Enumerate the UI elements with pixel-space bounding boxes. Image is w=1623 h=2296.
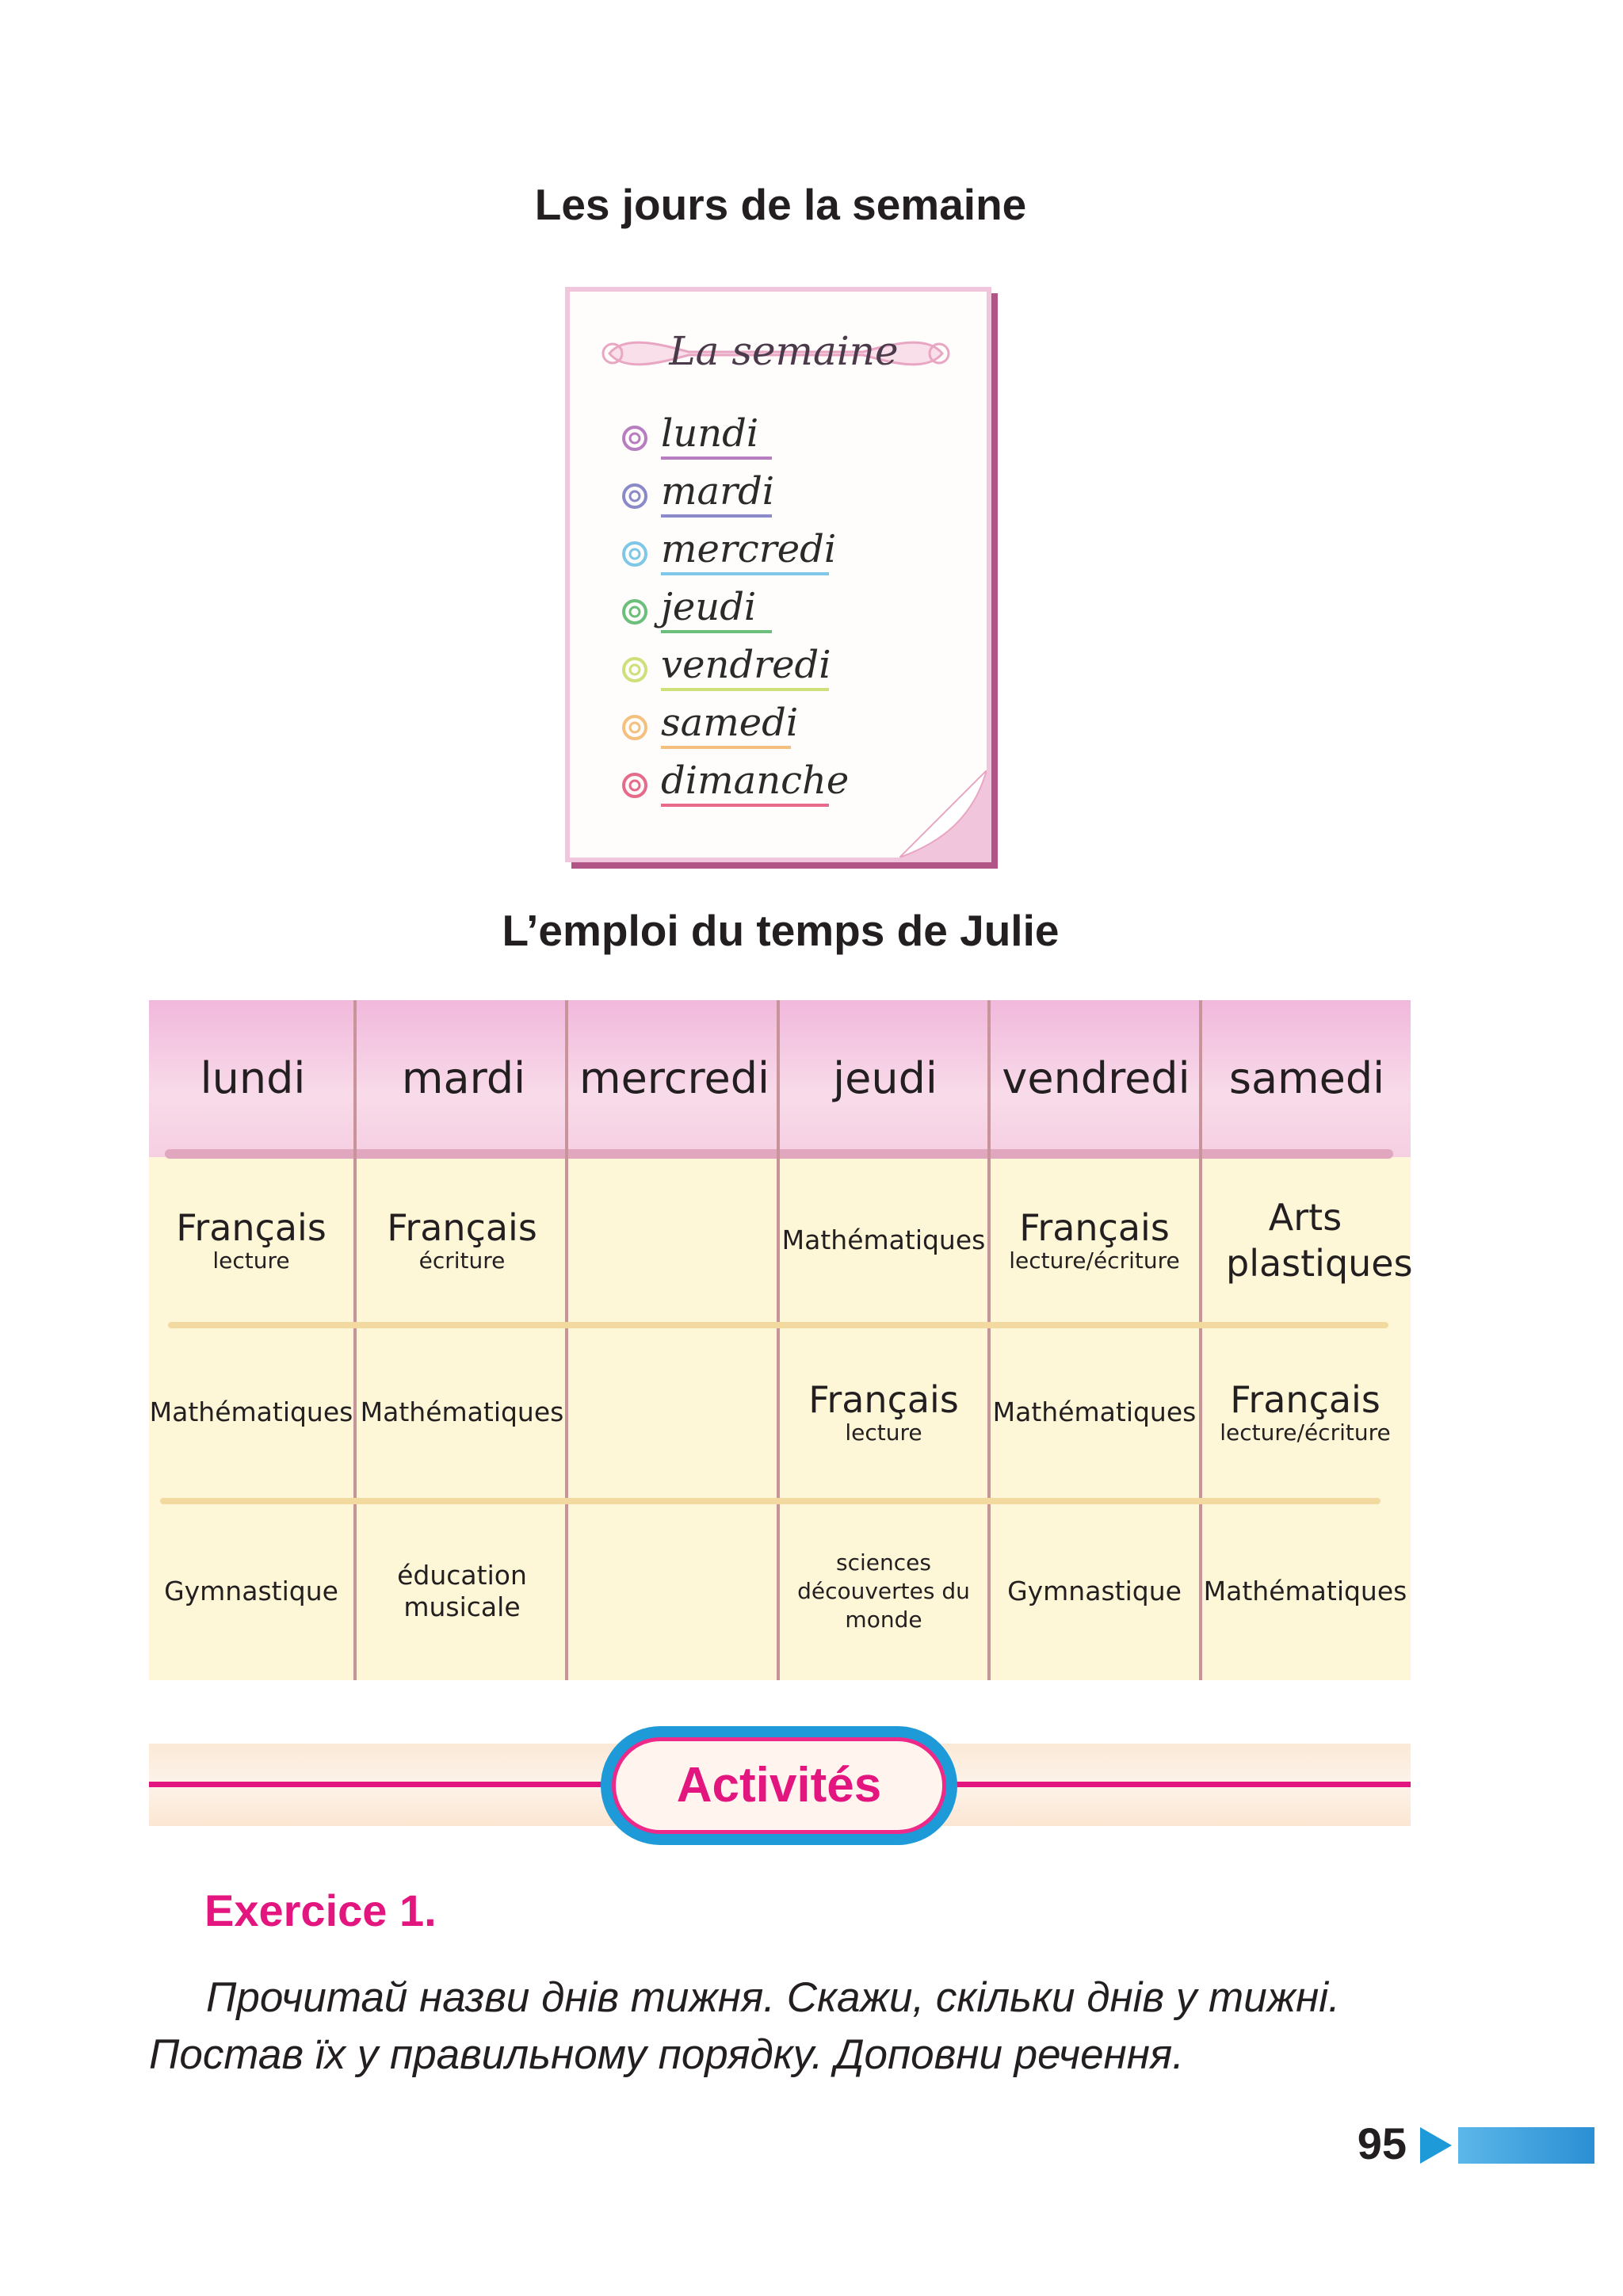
table-cell: [357, 1503, 567, 1680]
subject-name: Mathématiques: [992, 1396, 1197, 1427]
subject-name: Français: [1019, 1206, 1170, 1249]
day-name: lundi: [661, 411, 759, 456]
table-cell: [989, 1503, 1200, 1680]
subject-name: Gymnastique: [1007, 1576, 1182, 1606]
subject-name: Mathématiques: [781, 1224, 986, 1255]
table-cell: [567, 1327, 778, 1498]
spiral-bullet-icon: [621, 483, 648, 510]
day-item-mercredi: [661, 525, 922, 574]
table-cell: [567, 1159, 778, 1322]
day-name: mercredi: [661, 527, 837, 571]
week-card-paper: [565, 287, 991, 862]
table-cell: [778, 1159, 989, 1322]
subject-name: Mathématiques: [360, 1396, 564, 1427]
subject-detail: lecture/écriture: [1009, 1247, 1180, 1274]
week-card: [565, 287, 991, 862]
header-samedi: samedi: [1228, 1053, 1385, 1103]
day-item-vendredi: [661, 640, 922, 690]
page-arrow-icon: [1420, 2127, 1452, 2164]
table-cell: [1200, 1503, 1411, 1680]
page-title: Les jours de la semaine: [534, 180, 1027, 229]
spiral-bullet-icon: [621, 425, 648, 452]
header-lundi: lundi: [200, 1053, 306, 1103]
day-item-dimanche: [661, 756, 922, 805]
table-cell: [1200, 1159, 1411, 1322]
activities-label: Activités: [612, 1737, 946, 1834]
day-name: mardi: [661, 469, 775, 514]
table-cell: [146, 1159, 357, 1322]
subject-detail: lecture: [212, 1247, 290, 1274]
table-cell: [989, 1327, 1200, 1498]
day-name: vendredi: [661, 643, 831, 687]
day-item-lundi: [661, 409, 922, 458]
header-mercredi: mercredi: [579, 1053, 770, 1103]
subject-name: Français: [176, 1206, 327, 1249]
timetable: [149, 1000, 1411, 1680]
day-name: jeudi: [661, 585, 757, 629]
exercise-instructions: Прочитай назви днів тижня. Скажи, скільки днів у тижні. Постав їх у правильному порядку. Доповни речення.: [149, 1974, 1340, 2078]
spiral-bullet-icon: [621, 714, 648, 741]
timetable-title: L’emploi du temps de Julie: [502, 906, 1060, 955]
subject-name: Gymnastique: [164, 1576, 338, 1606]
subject-name: Mathématiques: [1203, 1576, 1407, 1606]
page-bar: [1458, 2127, 1594, 2164]
header-jeudi: jeudi: [833, 1053, 938, 1103]
header-mardi: mardi: [401, 1053, 526, 1103]
activities-pill: [601, 1726, 957, 1845]
table-cell: [778, 1503, 989, 1680]
subject-name: Français: [1230, 1378, 1381, 1421]
day-name: samedi: [661, 701, 799, 745]
table-cell: [778, 1327, 989, 1498]
spiral-bullet-icon: [621, 598, 648, 625]
table-cell: [146, 1327, 357, 1498]
header-vendredi: vendredi: [1002, 1053, 1190, 1103]
spiral-bullet-icon: [621, 772, 648, 799]
subject-name: Arts plastiques: [1226, 1196, 1413, 1285]
day-name: dimanche: [661, 758, 850, 803]
subject-name: Mathématiques: [149, 1396, 353, 1427]
day-item-jeudi: [661, 583, 922, 632]
table-cell: [1200, 1327, 1411, 1498]
subject-detail: écriture: [418, 1247, 506, 1274]
subject-name: Français: [808, 1378, 959, 1421]
day-item-samedi: [661, 698, 922, 747]
table-cell: [146, 1503, 357, 1680]
table-cell: [567, 1503, 778, 1680]
page-number: 95: [1357, 2118, 1407, 2168]
exercise-title: Exercice 1.: [204, 1885, 437, 1935]
subject-name: éducation musicale: [397, 1560, 527, 1622]
subject-detail: lecture: [845, 1419, 922, 1446]
spiral-bullet-icon: [621, 541, 648, 567]
table-cell: [357, 1159, 567, 1322]
day-item-mardi: [661, 467, 922, 516]
subject-name: sciences découvertes du monde: [797, 1549, 970, 1633]
table-cell: [357, 1327, 567, 1498]
week-card-heading: La semaine: [669, 328, 899, 374]
table-cell: [989, 1159, 1200, 1322]
spiral-bullet-icon: [621, 656, 648, 683]
subject-name: Français: [387, 1206, 537, 1249]
subject-detail: lecture/écriture: [1220, 1419, 1391, 1446]
